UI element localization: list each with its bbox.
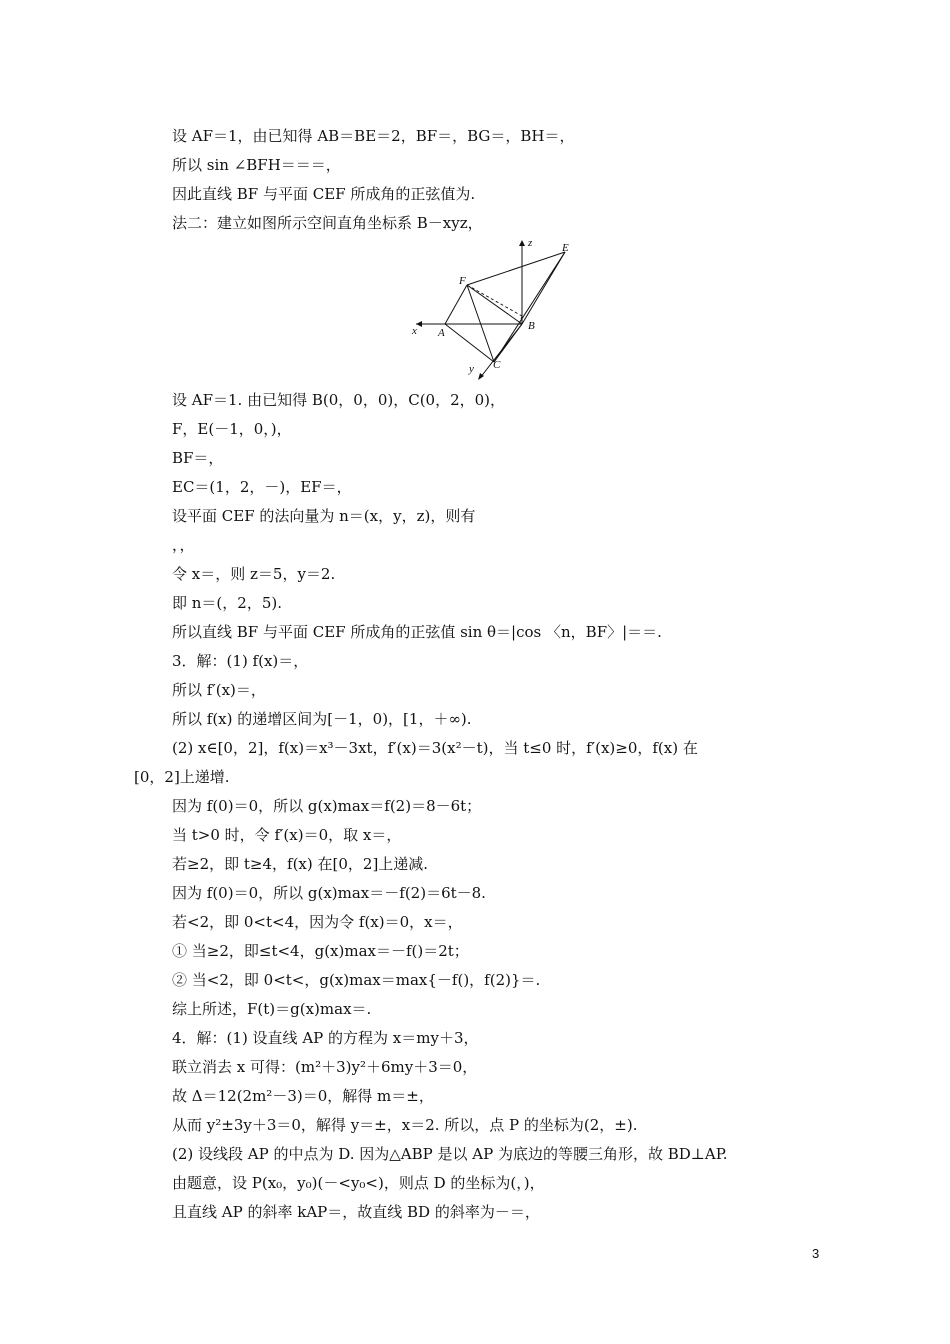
x-arrow [416, 321, 422, 327]
text-line: 所以 f(x) 的递增区间为[－1，0)，[1，＋∞). [172, 710, 472, 728]
text-line: 故 Δ＝12(2m²－3)＝0，解得 m＝±， [172, 1087, 434, 1105]
coordinate-figure [408, 236, 580, 382]
dashed-fh [467, 285, 522, 316]
label-a: A [438, 327, 445, 339]
text-line: 因为 f(0)＝0，所以 g(x)max＝f(2)＝8－6t； [172, 797, 482, 815]
text-line: EC＝(1，2，－)，EF＝， [172, 478, 352, 496]
text-line: BF＝， [172, 449, 224, 467]
text-line: 因为 f(0)＝0，所以 g(x)max＝－f(2)＝6t－8. [172, 884, 486, 902]
text-line: 从而 y²±3y＋3＝0，解得 y＝±，x＝2. 所以，点 P 的坐标为(2，±). [172, 1116, 638, 1134]
text-line: 且直线 AP 的斜率 kAP＝，故直线 BD 的斜率为－＝， [172, 1203, 540, 1221]
text-line: ，， [172, 536, 195, 554]
text-line: 若<2，即 0<t<4，因为令 f(x)＝0，x＝， [172, 913, 463, 931]
label-b: B [528, 320, 535, 332]
label-f: F [459, 275, 466, 287]
edge-ac [445, 324, 494, 362]
text-line: (2) x∈[0，2]，f(x)＝x³－3xt，f′(x)＝3(x²－t)，当 t≤0 时，f′(x)≥0，f(x) 在 [172, 739, 698, 757]
text-line: 4．解：(1) 设直线 AP 的方程为 x＝my＋3， [172, 1029, 479, 1047]
text-line: 设 AF＝1. 由已知得 B(0，0，0)，C(0，2，0)， [172, 391, 506, 409]
text-line: ② 当<2，即 0<t<，g(x)max＝max{－f()，f(2)}＝. [172, 971, 541, 989]
edge-fe [467, 252, 565, 285]
text-line: 当 t>0 时，令 f′(x)＝0，取 x＝， [172, 826, 402, 844]
text-line: F，E(－1，0，)， [172, 420, 292, 438]
text-line: 若≥2，即 t≥4，f(x) 在[0，2]上递减. [172, 855, 429, 873]
text-line: 设 AF＝1，由已知得 AB＝BE＝2，BF＝，BG＝，BH＝， [172, 127, 575, 145]
y-axis [480, 324, 522, 378]
text-line: ① 当≥2，即≤t<4，g(x)max＝－f()＝2t； [172, 942, 469, 960]
text-line: 联立消去 x 可得：(m²＋3)y²＋6my＋3＝0， [172, 1058, 478, 1076]
text-line: 3．解：(1) f(x)＝， [172, 652, 309, 670]
text-line: 综上所述，F(t)＝g(x)max＝. [172, 1000, 372, 1018]
text-line: 令 x＝，则 z＝5，y＝2. [172, 565, 336, 583]
z-arrow [519, 240, 525, 246]
label-y: y [469, 363, 474, 375]
text-line: 所以 sin ∠BFH＝＝＝， [172, 156, 341, 174]
text-line: 所以直线 BF 与平面 CEF 所成角的正弦值 sin θ＝|cos 〈n，BF〉|＝＝. [172, 623, 662, 641]
text-line: 由题意，设 P(x₀，y₀)(－<y₀<)，则点 D 的坐标为(，)， [172, 1174, 545, 1192]
text-line: 法二：建立如图所示空间直角坐标系 B－xyz， [172, 214, 483, 232]
text-line: (2) 设线段 AP 的中点为 D. 因为△ABP 是以 AP 为底边的等腰三角形，故 BD⊥AP. [172, 1145, 728, 1163]
text-line: 因此直线 BF 与平面 CEF 所成角的正弦值为. [172, 185, 476, 203]
text-line: [0，2]上递增. [134, 768, 230, 786]
label-z: z [528, 237, 533, 249]
text-line: 即 n＝(，2，5). [172, 594, 282, 612]
page-number: 3 [812, 1246, 820, 1261]
edge-af [445, 285, 467, 324]
edge-fb [467, 285, 522, 324]
label-e: E [562, 242, 569, 254]
label-c: C [493, 359, 501, 371]
text-line: 设平面 CEF 的法向量为 n＝(x，y，z)，则有 [172, 507, 476, 525]
text-line: 所以 f′(x)＝， [172, 681, 266, 699]
label-x: x [412, 325, 417, 337]
